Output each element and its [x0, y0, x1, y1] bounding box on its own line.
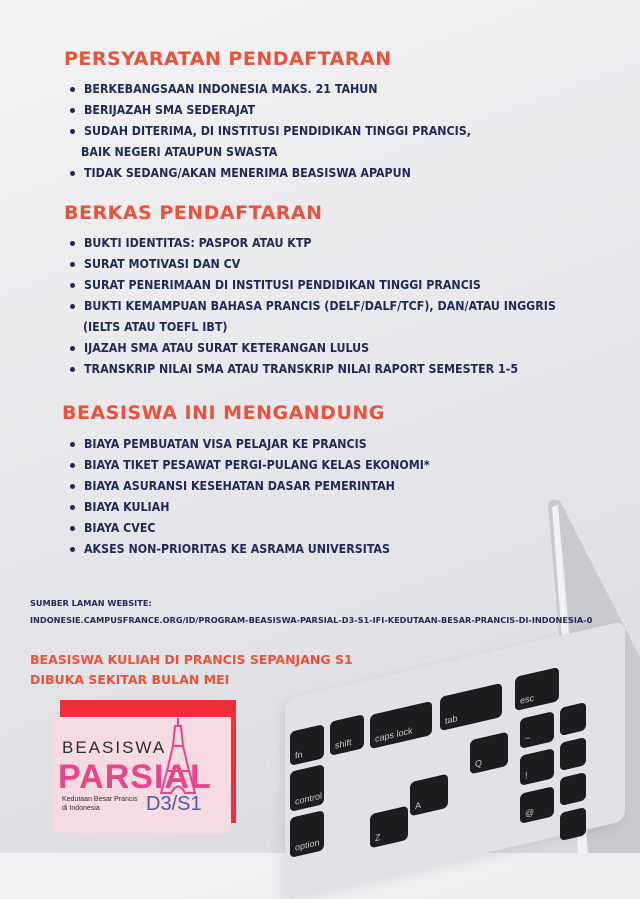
list-item: BUKTI IDENTITAS: PASPOR ATAU KTP — [70, 233, 556, 254]
section-title-documents: BERKAS PENDAFTARAN — [64, 202, 323, 224]
key-esc: esc — [515, 667, 559, 711]
key-option: option — [290, 810, 324, 858]
list-item-continuation: BAIK NEGERI ATAUPUN SWASTA — [81, 145, 278, 159]
documents-list-cont — [70, 338, 518, 380]
documents-list — [70, 233, 556, 317]
key-z: Z — [370, 806, 408, 849]
section-title-requirements: PERSYARATAN PENDAFTARAN — [64, 48, 392, 70]
list-item: BUKTI KEMAMPUAN BAHASA PRANCIS (DELF/DALF/TCF), DAN/ATAU INGGRIS — [70, 296, 556, 317]
section-title-benefits: BEASISWA INI MENGANDUNG — [62, 402, 385, 424]
list-item: BERKEBANGSAAN INDONESIA MAKS. 21 TAHUN — [70, 79, 471, 100]
key-exclaim: ! — [520, 748, 554, 786]
key-control: control — [290, 764, 324, 812]
list-item: IJAZAH SMA ATAU SURAT KETERANGAN LULUS — [70, 338, 518, 359]
list-item: AKSES NON-PRIORITAS KE ASRAMA UNIVERSITAS — [70, 539, 430, 560]
list-item: SURAT PENERIMAAN DI INSTITUSI PENDIDIKAN TINGGI PRANCIS — [70, 275, 556, 296]
list-item: BIAYA CVEC — [70, 518, 430, 539]
key-tilde: ~ — [520, 711, 554, 749]
requirements-list-cont — [70, 163, 411, 184]
note-line-2: DIBUKA SEKITAR BULAN MEI — [30, 672, 230, 687]
key-q: Q — [470, 732, 508, 775]
key-caps-lock: caps lock — [370, 701, 432, 749]
logo-subtitle — [62, 795, 152, 813]
opening-note — [30, 650, 353, 690]
logo-title: BEASISWA — [62, 738, 167, 757]
key-at: @ — [520, 786, 554, 824]
list-item: SURAT MOTIVASI DAN CV — [70, 254, 556, 275]
source-label: SUMBER LAMAN WEBSITE: — [30, 598, 152, 608]
list-item: BERIJAZAH SMA SEDERAJAT — [70, 100, 471, 121]
list-item-continuation: (IELTS ATAU TOEFL IBT) — [83, 320, 228, 334]
source-block — [30, 595, 592, 629]
list-item: TRANSKRIP NILAI SMA ATAU TRANSKRIP NILAI RAPORT SEMESTER 1-5 — [70, 359, 518, 380]
list-item: BIAYA KULIAH — [70, 497, 430, 518]
list-item: BIAYA PEMBUATAN VISA PELAJAR KE PRANCIS — [70, 434, 430, 455]
requirements-list — [70, 79, 471, 142]
note-line-1: BEASISWA KULIAH DI PRANCIS SEPANJANG S1 — [30, 652, 353, 667]
logo-sub-line-1: Kedutaan Besar Prancis — [62, 796, 138, 803]
list-item: BIAYA TIKET PESAWAT PERGI-PULANG KELAS EKONOMI* — [70, 455, 430, 476]
logo-parsial: PARSIAL — [58, 758, 212, 796]
benefits-list — [70, 434, 430, 560]
list-item: SUDAH DITERIMA, DI INSTITUSI PENDIDIKAN TINGGI PRANCIS, — [70, 121, 471, 142]
logo-sub-line-2: di Indonesia — [62, 805, 100, 812]
key-tab: tab — [440, 683, 502, 731]
list-item: TIDAK SEDANG/AKAN MENERIMA BEASISWA APAPUN — [70, 163, 411, 184]
key-shift: shift — [330, 714, 364, 756]
logo-level: D3/S1 — [146, 793, 202, 815]
source-url: INDONESIE.CAMPUSFRANCE.ORG/ID/PROGRAM-BEASISWA-PARSIAL-D3-S1-IFI-KEDUTAAN-BESAR-PRANCIS-DI-INDONESIA-0 — [30, 615, 593, 625]
key-fn: fn — [290, 724, 324, 766]
key-a: A — [410, 774, 448, 817]
list-item: BIAYA ASURANSI KESEHATAN DASAR PEMERINTAH — [70, 476, 430, 497]
